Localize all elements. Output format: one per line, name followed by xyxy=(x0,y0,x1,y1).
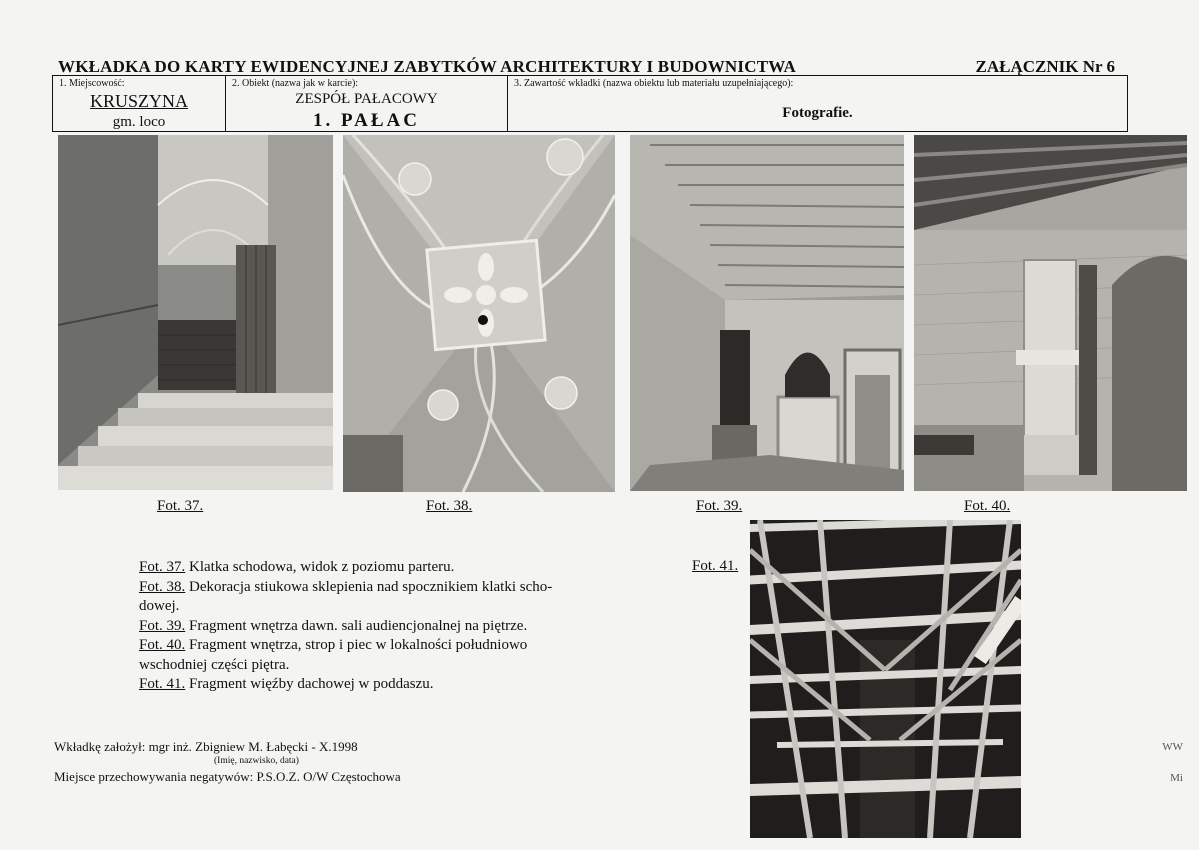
photo-41-roof-truss xyxy=(750,520,1021,838)
description-continuation: dowej. xyxy=(139,598,180,614)
description-item xyxy=(139,578,619,598)
description-text: Dekoracja stiukowa sklepienia nad spocznikiem klatki scho- xyxy=(189,578,553,595)
object-cell xyxy=(226,76,508,131)
locality-commune: gm. loco xyxy=(112,114,166,130)
locality-label: 1. Miejscowość: xyxy=(59,78,125,89)
author-sublabel: (Imię, nazwisko, data) xyxy=(214,756,299,766)
edge-text-bottom: Mi xyxy=(1170,772,1183,784)
caption-fot-38: Fot. 38. xyxy=(426,498,473,514)
description-continuation: wschodniej części piętra. xyxy=(139,656,290,673)
description-ref: Fot. 37. xyxy=(139,559,186,575)
contents-value: Fotografie. xyxy=(782,105,853,121)
object-value: ZESPÓŁ PAŁACOWY xyxy=(295,91,438,107)
description-item xyxy=(139,558,619,578)
edge-text-top: WW xyxy=(1162,741,1183,753)
description-text: Fragment wnętrza dawn. sali audiencjonalnej na piętrze. xyxy=(189,617,528,634)
description-ref: Fot. 39. xyxy=(139,617,186,634)
locality-cell xyxy=(53,76,226,131)
author-line: Wkładkę założył: mgr inż. Zbigniew M. Łabęcki - X.1998 xyxy=(54,739,358,754)
photo-38-stucco-vault xyxy=(343,135,615,492)
caption-fot-41: Fot. 41. xyxy=(692,558,739,574)
caption-fot-40: Fot. 40. xyxy=(964,498,1011,514)
photo-descriptions xyxy=(139,558,619,695)
object-label: 2. Obiekt (nazwa jak w karcie): xyxy=(232,78,359,89)
description-text: Klatka schodowa, widok z poziomu parteru. xyxy=(189,559,455,575)
description-item xyxy=(139,675,619,695)
description-ref: Fot. 40. xyxy=(139,637,186,653)
description-item xyxy=(139,617,619,637)
description-text: Fragment wnętrza, strop i piec w lokalności południowo xyxy=(189,637,528,653)
annex-number: ZAŁĄCZNIK Nr 6 xyxy=(975,57,1115,76)
description-ref: Fot. 41. xyxy=(139,676,186,692)
description-text: Fragment więźby dachowej w poddaszu. xyxy=(189,676,434,692)
photo-37-staircase xyxy=(58,135,333,490)
header-table xyxy=(52,75,1128,132)
storage-line: Miejsce przechowywania negatywów: P.S.O.Z. O/W Częstochowa xyxy=(54,769,401,784)
contents-cell xyxy=(508,76,1127,131)
description-item xyxy=(139,636,619,656)
locality-value: KRUSZYNA xyxy=(89,91,188,111)
caption-fot-39: Fot. 39. xyxy=(696,498,743,514)
photo-39-audience-hall xyxy=(630,135,904,491)
photo-40-stove-room xyxy=(914,135,1187,491)
contents-label: 3. Zawartość wkładki (nazwa obiektu lub materiału uzupełniającego): xyxy=(514,78,794,89)
caption-fot-37: Fot. 37. xyxy=(157,498,204,514)
document-title: WKŁADKA DO KARTY EWIDENCYJNEJ ZABYTKÓW ARCHITEKTURY I BUDOWNICTWA xyxy=(58,57,797,76)
description-ref: Fot. 38. xyxy=(139,578,186,595)
object-subvalue: 1. PAŁAC xyxy=(312,110,421,131)
